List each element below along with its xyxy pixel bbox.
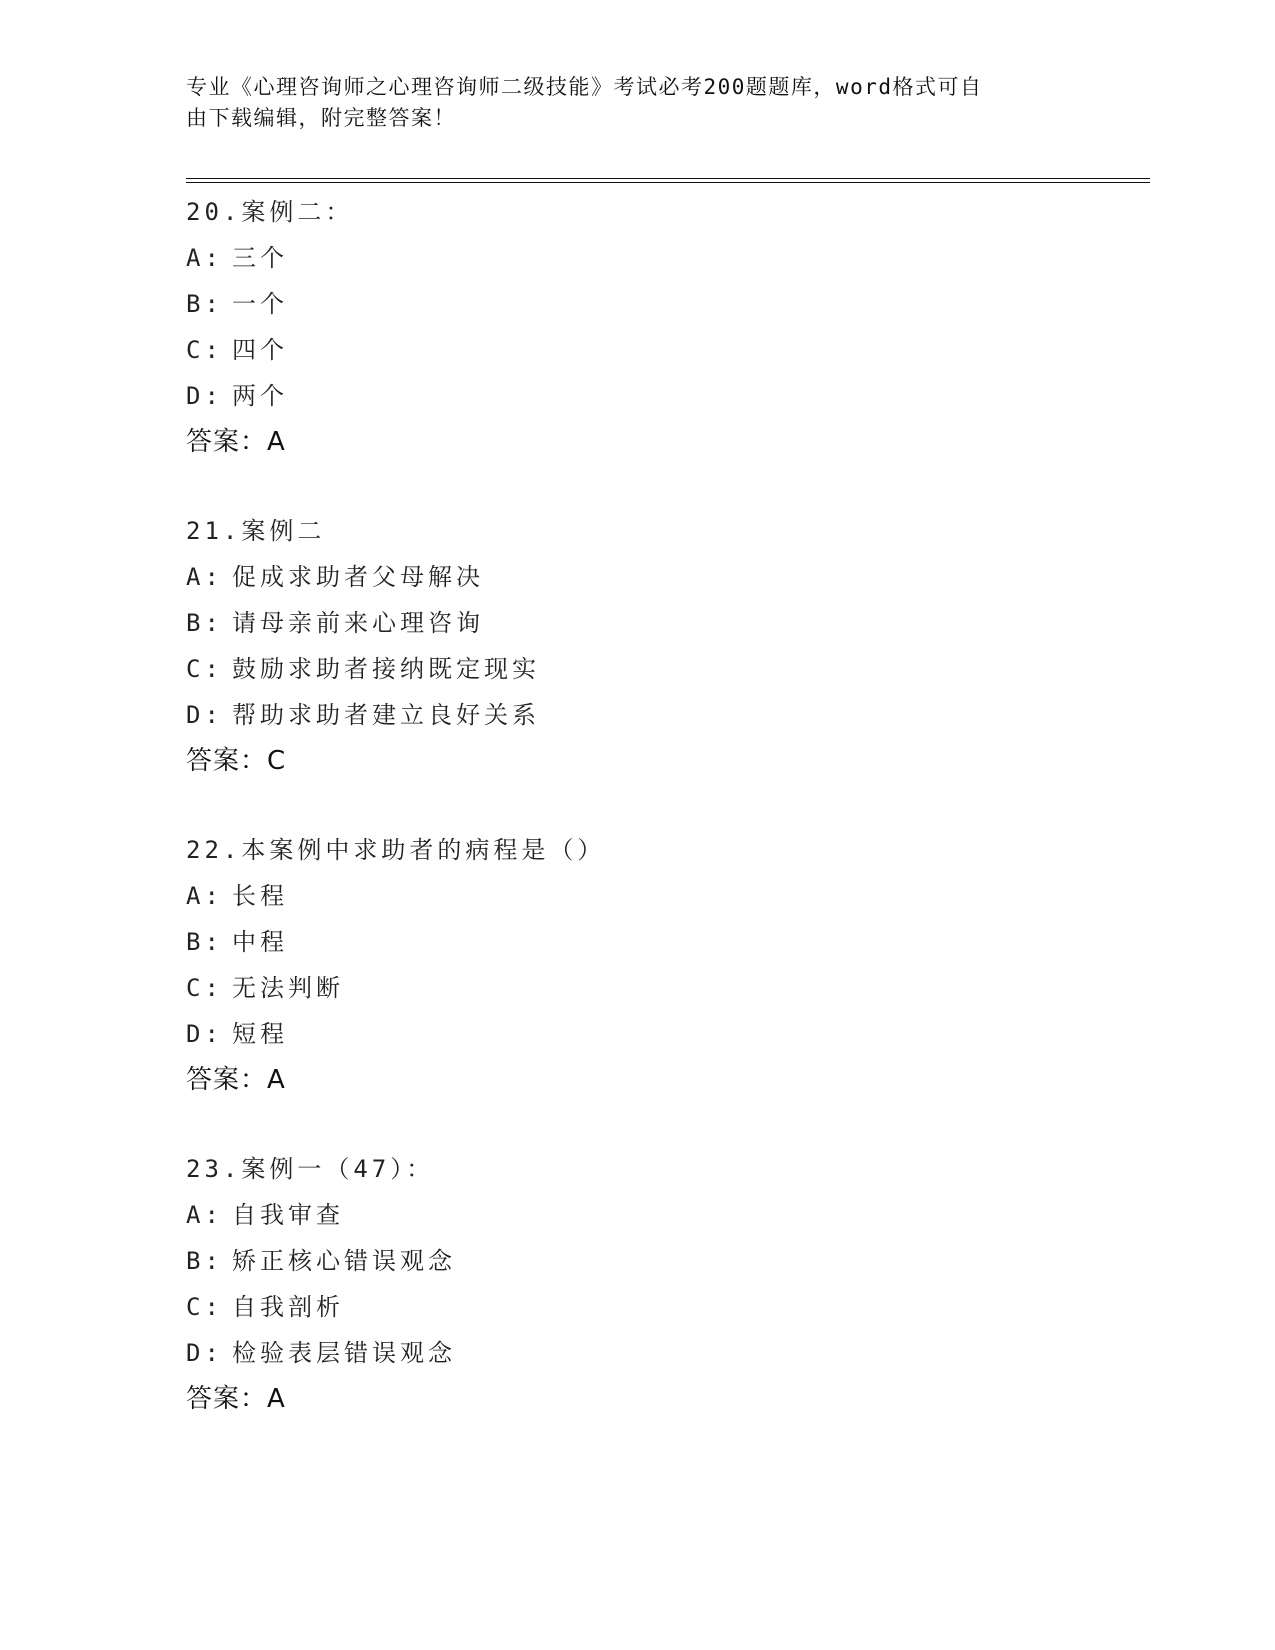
option-text: 检验表层错误观念 <box>232 1339 456 1367</box>
option-c <box>186 1284 1086 1330</box>
option-text: 无法判断 <box>232 974 344 1002</box>
option-b <box>186 919 1086 965</box>
option-text: 鼓励求助者接纳既定现实 <box>232 655 540 683</box>
option-letter: D: <box>186 1020 223 1048</box>
option-c <box>186 965 1086 1011</box>
option-letter: C: <box>186 1293 223 1321</box>
option-c <box>186 646 1086 692</box>
option-a <box>186 235 1086 281</box>
option-d <box>186 373 1086 419</box>
question-21 <box>186 508 1086 784</box>
option-letter: C: <box>186 336 223 364</box>
question-title: 23.案例一（47）： <box>186 1155 435 1183</box>
question-20 <box>186 189 1086 465</box>
option-b <box>186 600 1086 646</box>
document-header <box>186 72 1066 134</box>
option-letter: A: <box>186 244 223 272</box>
option-text: 短程 <box>232 1020 288 1048</box>
option-text: 矫正核心错误观念 <box>232 1247 456 1275</box>
option-a <box>186 873 1086 919</box>
question-22 <box>186 827 1086 1103</box>
option-letter: B: <box>186 1247 223 1275</box>
option-text: 中程 <box>232 928 288 956</box>
option-a <box>186 554 1086 600</box>
option-d <box>186 1330 1086 1376</box>
option-b <box>186 1238 1086 1284</box>
option-d <box>186 1011 1086 1057</box>
answer-line: 答案：A <box>186 1384 286 1414</box>
option-letter: D: <box>186 382 223 410</box>
option-letter: D: <box>186 701 223 729</box>
option-letter: A: <box>186 882 223 910</box>
option-text: 请母亲前来心理咨询 <box>232 609 484 637</box>
answer-line: 答案：A <box>186 1065 286 1095</box>
option-letter: A: <box>186 1201 223 1229</box>
option-d <box>186 692 1086 738</box>
option-text: 帮助求助者建立良好关系 <box>232 701 540 729</box>
question-title: 22.本案例中求助者的病程是（） <box>186 836 606 864</box>
option-letter: A: <box>186 563 223 591</box>
option-letter: B: <box>186 609 223 637</box>
answer-line: 答案：A <box>186 427 286 457</box>
option-text: 三个 <box>232 244 288 272</box>
option-c <box>186 327 1086 373</box>
question-title: 20.案例二： <box>186 198 354 226</box>
answer-line: 答案：C <box>186 746 287 776</box>
header-divider-bottom <box>186 182 1150 183</box>
question-23 <box>186 1146 1086 1422</box>
option-letter: C: <box>186 655 223 683</box>
option-text: 自我审查 <box>232 1201 344 1229</box>
header-divider-top <box>186 178 1150 179</box>
option-text: 自我剖析 <box>232 1293 344 1321</box>
option-b <box>186 281 1086 327</box>
option-text: 促成求助者父母解决 <box>232 563 484 591</box>
question-title: 21.案例二 <box>186 517 326 545</box>
option-a <box>186 1192 1086 1238</box>
option-letter: B: <box>186 928 223 956</box>
option-text: 一个 <box>232 290 288 318</box>
option-text: 两个 <box>232 382 288 410</box>
option-text: 长程 <box>232 882 288 910</box>
header-line-1: 专业《心理咨询师之心理咨询师二级技能》考试必考200题题库，word格式可自 <box>186 75 983 99</box>
option-text: 四个 <box>232 336 288 364</box>
header-line-2: 由下载编辑，附完整答案！ <box>186 106 456 130</box>
option-letter: B: <box>186 290 223 318</box>
option-letter: D: <box>186 1339 223 1367</box>
option-letter: C: <box>186 974 223 1002</box>
